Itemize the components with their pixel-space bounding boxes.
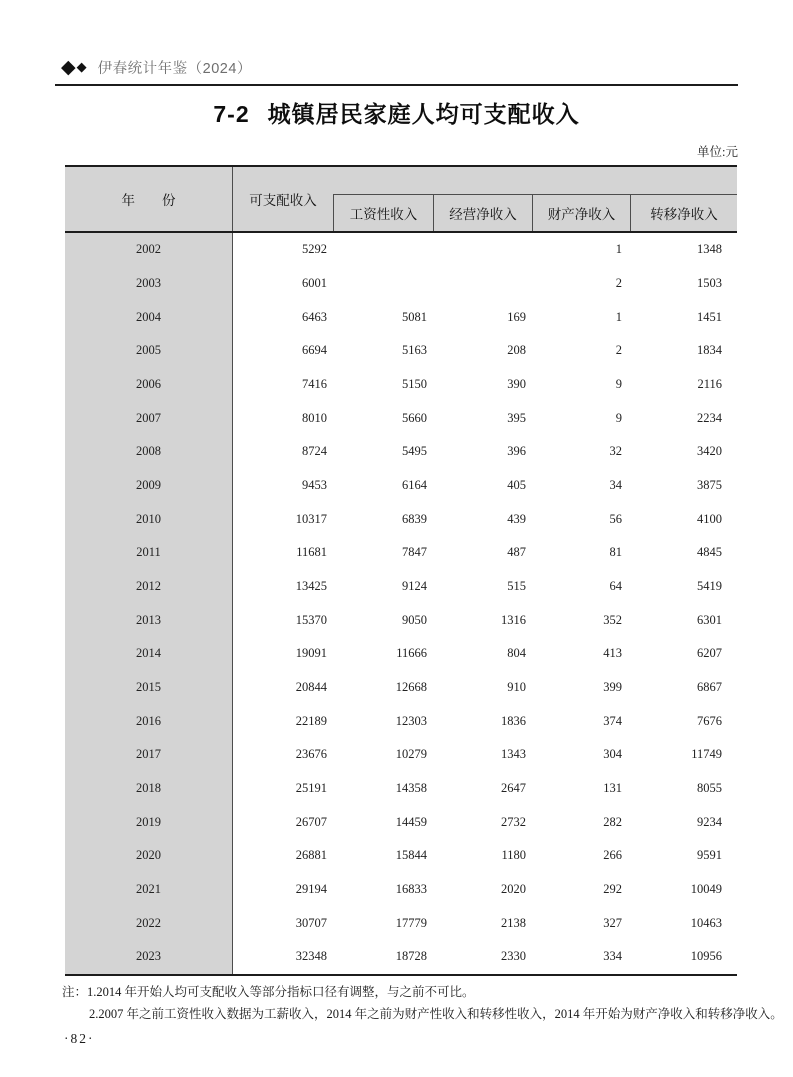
value-cell: 30707 xyxy=(295,915,327,930)
value-cell: 32348 xyxy=(295,949,327,964)
disposable-income-header: 可支配收入 xyxy=(249,193,317,208)
transfer-income-header: 转移净收入 xyxy=(630,195,737,231)
year-cell: 2018 xyxy=(65,772,233,806)
value-cell: 10956 xyxy=(690,949,722,964)
value-cell: 515 xyxy=(507,579,526,594)
value-cell: 22189 xyxy=(295,713,327,728)
value-cell: 3420 xyxy=(697,444,722,459)
value-cell: 9 xyxy=(615,377,622,392)
year-cell: 2007 xyxy=(65,401,233,435)
value-cell: 7676 xyxy=(697,713,722,728)
value-cell: 352 xyxy=(603,612,622,627)
value-cell: 2138 xyxy=(501,915,526,930)
value-cell: 439 xyxy=(507,511,526,526)
value-cell: 804 xyxy=(507,646,526,661)
property-income-header: 财产净收入 xyxy=(532,195,630,231)
table-number: 7-2 xyxy=(213,101,250,127)
value-cell: 9 xyxy=(615,410,622,425)
year-cell: 2021 xyxy=(65,873,233,907)
value-cell: 5081 xyxy=(402,309,427,324)
value-cell: 395 xyxy=(507,410,526,425)
table-row xyxy=(65,637,737,671)
year-cell: 2005 xyxy=(65,334,233,368)
unit-label: 单位:元 xyxy=(697,145,738,159)
table-body xyxy=(65,233,737,976)
table-row xyxy=(65,435,737,469)
value-cell: 2234 xyxy=(697,410,722,425)
value-cell: 5292 xyxy=(302,242,327,257)
value-cell: 282 xyxy=(603,814,622,829)
table-row xyxy=(65,300,737,334)
value-cell: 11749 xyxy=(691,747,722,762)
footnote-2-text: 2.2007 年之前工资性收入数据为工薪收入，2014 年之前为财产性收入和转移性收入，2014 年开始为财产净收入和转移净收入。 xyxy=(89,1007,783,1021)
value-cell xyxy=(333,233,433,267)
year-cell: 2002 xyxy=(65,233,233,267)
page-number: ·82· xyxy=(64,1031,95,1046)
value-cell: 7847 xyxy=(402,545,427,560)
table-row xyxy=(65,267,737,301)
value-cell: 5419 xyxy=(697,579,722,594)
table-row xyxy=(65,536,737,570)
table-row xyxy=(65,839,737,873)
value-cell xyxy=(433,233,532,267)
table-header xyxy=(65,165,737,233)
value-cell: 327 xyxy=(603,915,622,930)
value-cell: 399 xyxy=(603,680,622,695)
footnote-1 xyxy=(62,981,742,1003)
value-cell: 1 xyxy=(615,242,622,257)
value-cell xyxy=(433,267,532,301)
value-cell: 64 xyxy=(609,579,622,594)
value-cell: 208 xyxy=(507,343,526,358)
year-cell: 2013 xyxy=(65,603,233,637)
value-cell: 6164 xyxy=(402,478,427,493)
value-cell: 2 xyxy=(615,276,622,290)
value-cell: 56 xyxy=(609,511,622,526)
value-cell: 304 xyxy=(603,747,622,762)
year-cell: 2019 xyxy=(65,805,233,839)
table-row xyxy=(65,334,737,368)
value-cell: 5495 xyxy=(402,444,427,459)
table-row xyxy=(65,704,737,738)
value-cell: 8010 xyxy=(302,410,327,425)
value-cell: 6839 xyxy=(402,511,427,526)
table-row xyxy=(65,368,737,402)
value-cell: 14459 xyxy=(395,814,427,829)
value-cell: 6207 xyxy=(697,646,722,661)
year-cell: 2008 xyxy=(65,435,233,469)
value-cell: 487 xyxy=(507,545,526,560)
table-row xyxy=(65,805,737,839)
value-cell: 6001 xyxy=(302,276,327,290)
value-cell: 16833 xyxy=(395,882,427,897)
value-cell: 413 xyxy=(603,646,622,661)
footnote-label: 注： xyxy=(62,985,88,999)
year-cell: 2015 xyxy=(65,671,233,705)
table-row xyxy=(65,873,737,907)
year-cell: 2016 xyxy=(65,704,233,738)
table-row xyxy=(65,940,737,974)
value-cell: 12303 xyxy=(395,713,427,728)
value-cell: 169 xyxy=(507,309,526,324)
value-cell: 8724 xyxy=(302,444,327,459)
value-cell: 15370 xyxy=(295,612,327,627)
value-cell: 4100 xyxy=(697,511,722,526)
year-cell: 2022 xyxy=(65,906,233,940)
diamond-small-icon: ◆ xyxy=(76,59,87,75)
year-cell: 2009 xyxy=(65,469,233,503)
value-cell: 6694 xyxy=(302,343,327,358)
year-column-header: 年 份 xyxy=(65,167,233,231)
value-cell: 2330 xyxy=(501,949,526,964)
value-cell: 1451 xyxy=(697,309,722,324)
value-cell: 7416 xyxy=(302,377,327,392)
value-cell: 1348 xyxy=(697,242,722,257)
value-cell: 5150 xyxy=(402,377,427,392)
value-cell: 4845 xyxy=(697,545,722,560)
value-cell: 10049 xyxy=(690,882,722,897)
diamond-large-icon: ◆ xyxy=(61,55,76,78)
value-cell: 374 xyxy=(603,713,622,728)
value-cell: 10317 xyxy=(295,511,327,526)
page-title xyxy=(0,96,793,129)
year-cell: 2017 xyxy=(65,738,233,772)
value-cell: 1316 xyxy=(501,612,526,627)
value-cell: 32 xyxy=(609,444,622,459)
value-cell: 13425 xyxy=(295,579,327,594)
table-row xyxy=(65,906,737,940)
value-cell: 14358 xyxy=(395,781,427,796)
table-row xyxy=(65,401,737,435)
value-cell: 910 xyxy=(507,680,526,695)
value-cell: 25191 xyxy=(295,781,327,796)
value-cell: 10463 xyxy=(690,915,722,930)
value-cell: 1180 xyxy=(501,848,526,863)
value-cell: 23676 xyxy=(295,747,327,762)
year-cell: 2023 xyxy=(65,940,233,974)
table-row xyxy=(65,772,737,806)
value-cell: 2732 xyxy=(501,814,526,829)
table-row xyxy=(65,570,737,604)
value-cell: 2 xyxy=(615,343,622,358)
value-cell: 26881 xyxy=(295,848,327,863)
value-cell: 17779 xyxy=(395,915,427,930)
value-cell: 15844 xyxy=(395,848,427,863)
income-table xyxy=(65,165,737,976)
year-cell: 2020 xyxy=(65,839,233,873)
value-cell: 3875 xyxy=(697,478,722,493)
value-cell: 2647 xyxy=(501,781,526,796)
value-cell: 11681 xyxy=(296,545,327,560)
value-cell: 9050 xyxy=(402,612,427,627)
value-cell: 9124 xyxy=(402,579,427,594)
wage-income-header: 工资性收入 xyxy=(333,195,433,231)
value-cell: 29194 xyxy=(295,882,327,897)
year-cell: 2011 xyxy=(65,536,233,570)
value-cell: 12668 xyxy=(395,680,427,695)
year-cell: 2014 xyxy=(65,637,233,671)
value-cell: 1836 xyxy=(501,713,526,728)
value-cell: 6867 xyxy=(697,680,722,695)
value-cell: 20844 xyxy=(295,680,327,695)
footnote-1-text: 1.2014 年开始人均可支配收入等部分指标口径有调整，与之前不可比。 xyxy=(87,985,475,999)
year-cell: 2010 xyxy=(65,502,233,536)
year-cell: 2012 xyxy=(65,570,233,604)
value-cell: 8055 xyxy=(697,781,722,796)
value-cell: 1343 xyxy=(501,747,526,762)
value-cell: 2116 xyxy=(697,377,722,392)
value-cell: 9234 xyxy=(697,814,722,829)
table-row xyxy=(65,603,737,637)
income-header-group xyxy=(233,167,737,231)
table-row xyxy=(65,233,737,267)
value-cell: 26707 xyxy=(295,814,327,829)
value-cell: 6463 xyxy=(302,309,327,324)
footnotes xyxy=(62,981,783,1025)
value-cell: 81 xyxy=(609,545,622,560)
value-cell: 11666 xyxy=(396,646,427,661)
value-cell: 292 xyxy=(603,882,622,897)
value-cell: 1503 xyxy=(697,276,722,290)
table-row xyxy=(65,738,737,772)
operating-income-header: 经营净收入 xyxy=(433,195,532,231)
table-row xyxy=(65,469,737,503)
value-cell xyxy=(333,267,433,301)
footnote-2 xyxy=(62,1003,783,1025)
year-cell: 2003 xyxy=(65,267,233,301)
value-cell: 34 xyxy=(609,478,622,493)
value-cell: 390 xyxy=(507,377,526,392)
value-cell: 5660 xyxy=(402,410,427,425)
book-title: 伊春统计年鉴（2024） xyxy=(97,60,252,77)
year-cell: 2004 xyxy=(65,300,233,334)
value-cell: 334 xyxy=(603,949,622,964)
value-cell: 396 xyxy=(507,444,526,459)
value-cell: 131 xyxy=(603,781,622,796)
value-cell: 5163 xyxy=(402,343,427,358)
table-title-text: 城镇居民家庭人均可支配收入 xyxy=(267,101,580,127)
value-cell: 19091 xyxy=(295,646,327,661)
value-cell: 1834 xyxy=(697,343,722,358)
value-cell: 18728 xyxy=(395,949,427,964)
year-cell: 2006 xyxy=(65,368,233,402)
table-row xyxy=(65,671,737,705)
value-cell: 6301 xyxy=(697,612,722,627)
value-cell: 9591 xyxy=(697,848,722,863)
value-cell: 266 xyxy=(603,848,622,863)
value-cell: 10279 xyxy=(395,747,427,762)
value-cell: 9453 xyxy=(302,478,327,493)
sub-header-row xyxy=(333,194,737,231)
header-rule xyxy=(55,84,738,86)
table-row xyxy=(65,502,737,536)
value-cell: 405 xyxy=(507,478,526,493)
running-head xyxy=(61,56,252,78)
value-cell: 1 xyxy=(615,309,622,324)
value-cell: 2020 xyxy=(501,882,526,897)
